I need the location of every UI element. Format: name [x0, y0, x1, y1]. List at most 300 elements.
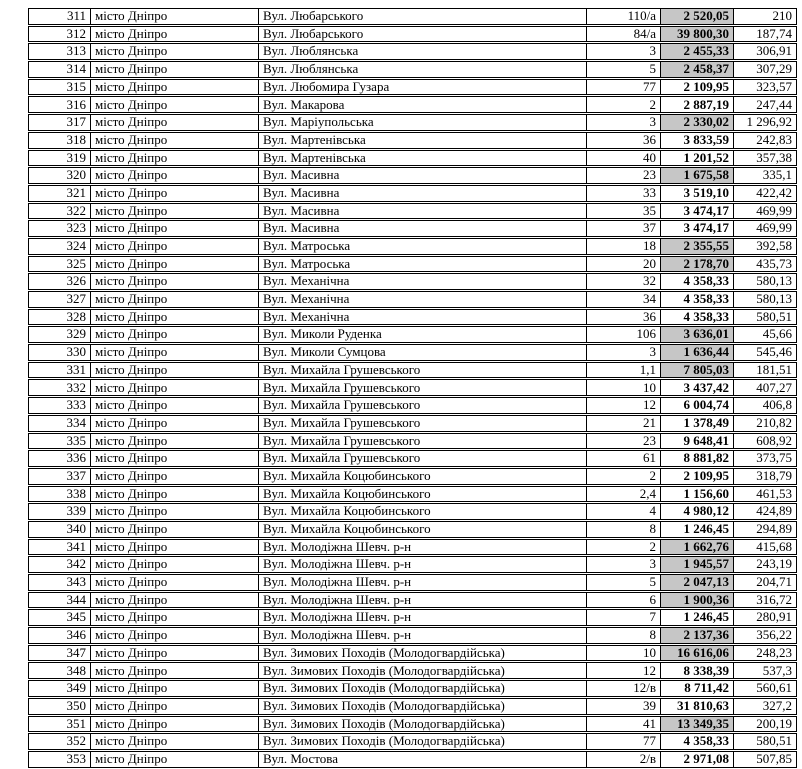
- building-number-cell: 12: [586, 397, 660, 414]
- assessed-value-cell: 6 004,74: [660, 397, 733, 414]
- table-row: [28, 556, 797, 573]
- building-number-cell: 4: [586, 503, 660, 520]
- secondary-value-cell: 422,42: [733, 185, 797, 202]
- table-row: [28, 273, 797, 290]
- city-cell: місто Дніпро: [90, 592, 258, 609]
- city-cell: місто Дніпро: [90, 79, 258, 96]
- secondary-value-cell: 247,44: [733, 96, 797, 113]
- row-number-cell: 340: [28, 521, 90, 538]
- assessed-value-cell: 2 109,95: [660, 468, 733, 485]
- row-number-cell: 321: [28, 185, 90, 202]
- assessed-value-cell: 3 636,01: [660, 326, 733, 343]
- table-row: [28, 167, 797, 184]
- assessed-value-cell: 4 358,33: [660, 309, 733, 326]
- secondary-value-cell: 392,58: [733, 238, 797, 255]
- row-number-cell: 313: [28, 43, 90, 60]
- table-row: [28, 645, 797, 662]
- row-number-cell: 316: [28, 96, 90, 113]
- city-cell: місто Дніпро: [90, 220, 258, 237]
- assessed-value-cell: 31 810,63: [660, 698, 733, 715]
- table-row: [28, 415, 797, 432]
- assessed-value-cell: 2 137,36: [660, 627, 733, 644]
- row-number-cell: 337: [28, 468, 90, 485]
- building-number-cell: 61: [586, 450, 660, 467]
- city-cell: місто Дніпро: [90, 698, 258, 715]
- building-number-cell: 8: [586, 521, 660, 538]
- city-cell: місто Дніпро: [90, 503, 258, 520]
- city-cell: місто Дніпро: [90, 450, 258, 467]
- street-cell: Вул. Масивна: [258, 167, 586, 184]
- assessed-value-cell: 1 675,58: [660, 167, 733, 184]
- secondary-value-cell: 357,38: [733, 150, 797, 167]
- table-row: [28, 609, 797, 626]
- building-number-cell: 36: [586, 309, 660, 326]
- row-number-cell: 314: [28, 61, 90, 78]
- secondary-value-cell: 181,51: [733, 362, 797, 379]
- row-number-cell: 353: [28, 751, 90, 768]
- city-cell: місто Дніпро: [90, 8, 258, 25]
- city-cell: місто Дніпро: [90, 256, 258, 273]
- street-cell: Вул. Зимових Походів (Молодогвардійська): [258, 716, 586, 733]
- table-row: [28, 114, 797, 131]
- assessed-value-cell: 4 358,33: [660, 273, 733, 290]
- row-number-cell: 348: [28, 662, 90, 679]
- city-cell: місто Дніпро: [90, 486, 258, 503]
- row-number-cell: 344: [28, 592, 90, 609]
- table-row: [28, 150, 797, 167]
- table-row: [28, 326, 797, 343]
- street-cell: Вул. Михайла Грушевського: [258, 415, 586, 432]
- table-row: [28, 238, 797, 255]
- secondary-value-cell: 243,19: [733, 556, 797, 573]
- city-cell: місто Дніпро: [90, 96, 258, 113]
- address-table: [28, 7, 797, 769]
- city-cell: місто Дніпро: [90, 751, 258, 768]
- street-cell: Вул. Масивна: [258, 185, 586, 202]
- city-cell: місто Дніпро: [90, 273, 258, 290]
- secondary-value-cell: 1 296,92: [733, 114, 797, 131]
- assessed-value-cell: 1 636,44: [660, 344, 733, 361]
- city-cell: місто Дніпро: [90, 326, 258, 343]
- street-cell: Вул. Люблянська: [258, 61, 586, 78]
- table-row: [28, 503, 797, 520]
- row-number-cell: 338: [28, 486, 90, 503]
- secondary-value-cell: 187,74: [733, 26, 797, 43]
- assessed-value-cell: 3 474,17: [660, 203, 733, 220]
- table-row: [28, 592, 797, 609]
- row-number-cell: 333: [28, 397, 90, 414]
- row-number-cell: 318: [28, 132, 90, 149]
- building-number-cell: 2/в: [586, 751, 660, 768]
- building-number-cell: 12: [586, 662, 660, 679]
- assessed-value-cell: 2 109,95: [660, 79, 733, 96]
- building-number-cell: 35: [586, 203, 660, 220]
- row-number-cell: 349: [28, 680, 90, 697]
- secondary-value-cell: 280,91: [733, 609, 797, 626]
- secondary-value-cell: 507,85: [733, 751, 797, 768]
- row-number-cell: 339: [28, 503, 90, 520]
- document-page: [28, 7, 797, 769]
- table-row: [28, 574, 797, 591]
- building-number-cell: 110/а: [586, 8, 660, 25]
- table-row: [28, 309, 797, 326]
- table-row: [28, 96, 797, 113]
- table-row: [28, 26, 797, 43]
- building-number-cell: 106: [586, 326, 660, 343]
- table-row: [28, 698, 797, 715]
- secondary-value-cell: 306,91: [733, 43, 797, 60]
- street-cell: Вул. Матроська: [258, 256, 586, 273]
- secondary-value-cell: 45,66: [733, 326, 797, 343]
- city-cell: місто Дніпро: [90, 609, 258, 626]
- street-cell: Вул. Мостова: [258, 751, 586, 768]
- building-number-cell: 6: [586, 592, 660, 609]
- street-cell: Вул. Михайла Коцюбинського: [258, 486, 586, 503]
- assessed-value-cell: 3 519,10: [660, 185, 733, 202]
- assessed-value-cell: 2 047,13: [660, 574, 733, 591]
- building-number-cell: 84/а: [586, 26, 660, 43]
- assessed-value-cell: 2 330,02: [660, 114, 733, 131]
- secondary-value-cell: 424,89: [733, 503, 797, 520]
- street-cell: Вул. Механічна: [258, 309, 586, 326]
- building-number-cell: 3: [586, 556, 660, 573]
- row-number-cell: 332: [28, 379, 90, 396]
- assessed-value-cell: 1 156,60: [660, 486, 733, 503]
- row-number-cell: 325: [28, 256, 90, 273]
- row-number-cell: 329: [28, 326, 90, 343]
- secondary-value-cell: 469,99: [733, 220, 797, 237]
- city-cell: місто Дніпро: [90, 645, 258, 662]
- row-number-cell: 326: [28, 273, 90, 290]
- row-number-cell: 328: [28, 309, 90, 326]
- secondary-value-cell: 316,72: [733, 592, 797, 609]
- street-cell: Вул. Маріупольська: [258, 114, 586, 131]
- street-cell: Вул. Молодіжна Шевч. р-н: [258, 627, 586, 644]
- table-row: [28, 61, 797, 78]
- secondary-value-cell: 435,73: [733, 256, 797, 273]
- assessed-value-cell: 2 178,70: [660, 256, 733, 273]
- table-row: [28, 43, 797, 60]
- assessed-value-cell: 2 455,33: [660, 43, 733, 60]
- assessed-value-cell: 2 887,19: [660, 96, 733, 113]
- street-cell: Вул. Механічна: [258, 273, 586, 290]
- table-row: [28, 379, 797, 396]
- building-number-cell: 37: [586, 220, 660, 237]
- row-number-cell: 350: [28, 698, 90, 715]
- secondary-value-cell: 608,92: [733, 433, 797, 450]
- table-row: [28, 716, 797, 733]
- secondary-value-cell: 406,8: [733, 397, 797, 414]
- assessed-value-cell: 2 355,55: [660, 238, 733, 255]
- street-cell: Вул. Любарського: [258, 26, 586, 43]
- secondary-value-cell: 248,23: [733, 645, 797, 662]
- street-cell: Вул. Михайла Грушевського: [258, 397, 586, 414]
- secondary-value-cell: 327,2: [733, 698, 797, 715]
- table-row: [28, 397, 797, 414]
- building-number-cell: 23: [586, 433, 660, 450]
- table-row: [28, 79, 797, 96]
- assessed-value-cell: 8 881,82: [660, 450, 733, 467]
- assessed-value-cell: 39 800,30: [660, 26, 733, 43]
- street-cell: Вул. Михайла Грушевського: [258, 379, 586, 396]
- building-number-cell: 34: [586, 291, 660, 308]
- row-number-cell: 335: [28, 433, 90, 450]
- assessed-value-cell: 4 358,33: [660, 733, 733, 750]
- street-cell: Вул. Зимових Походів (Молодогвардійська): [258, 733, 586, 750]
- secondary-value-cell: 469,99: [733, 203, 797, 220]
- assessed-value-cell: 1 900,36: [660, 592, 733, 609]
- row-number-cell: 324: [28, 238, 90, 255]
- row-number-cell: 331: [28, 362, 90, 379]
- row-number-cell: 345: [28, 609, 90, 626]
- street-cell: Вул. Михайла Коцюбинського: [258, 468, 586, 485]
- building-number-cell: 36: [586, 132, 660, 149]
- street-cell: Вул. Молодіжна Шевч. р-н: [258, 539, 586, 556]
- street-cell: Вул. Михайла Грушевського: [258, 362, 586, 379]
- building-number-cell: 8: [586, 627, 660, 644]
- street-cell: Вул. Зимових Походів (Молодогвардійська): [258, 698, 586, 715]
- assessed-value-cell: 1 945,57: [660, 556, 733, 573]
- secondary-value-cell: 580,51: [733, 309, 797, 326]
- row-number-cell: 342: [28, 556, 90, 573]
- building-number-cell: 39: [586, 698, 660, 715]
- assessed-value-cell: 8 711,42: [660, 680, 733, 697]
- table-row: [28, 8, 797, 25]
- city-cell: місто Дніпро: [90, 627, 258, 644]
- secondary-value-cell: 307,29: [733, 61, 797, 78]
- table-row: [28, 291, 797, 308]
- row-number-cell: 315: [28, 79, 90, 96]
- assessed-value-cell: 3 474,17: [660, 220, 733, 237]
- table-row: [28, 662, 797, 679]
- city-cell: місто Дніпро: [90, 397, 258, 414]
- secondary-value-cell: 560,61: [733, 680, 797, 697]
- assessed-value-cell: 1 662,76: [660, 539, 733, 556]
- city-cell: місто Дніпро: [90, 662, 258, 679]
- table-row: [28, 220, 797, 237]
- building-number-cell: 2: [586, 539, 660, 556]
- row-number-cell: 330: [28, 344, 90, 361]
- city-cell: місто Дніпро: [90, 61, 258, 78]
- street-cell: Вул. Зимових Походів (Молодогвардійська): [258, 645, 586, 662]
- building-number-cell: 40: [586, 150, 660, 167]
- city-cell: місто Дніпро: [90, 291, 258, 308]
- secondary-value-cell: 323,57: [733, 79, 797, 96]
- city-cell: місто Дніпро: [90, 167, 258, 184]
- assessed-value-cell: 9 648,41: [660, 433, 733, 450]
- table-row: [28, 486, 797, 503]
- row-number-cell: 323: [28, 220, 90, 237]
- secondary-value-cell: 373,75: [733, 450, 797, 467]
- secondary-value-cell: 545,46: [733, 344, 797, 361]
- street-cell: Вул. Молодіжна Шевч. р-н: [258, 574, 586, 591]
- table-row: [28, 521, 797, 538]
- city-cell: місто Дніпро: [90, 468, 258, 485]
- secondary-value-cell: 294,89: [733, 521, 797, 538]
- street-cell: Вул. Мартенівська: [258, 132, 586, 149]
- building-number-cell: 10: [586, 379, 660, 396]
- row-number-cell: 322: [28, 203, 90, 220]
- street-cell: Вул. Зимових Походів (Молодогвардійська): [258, 680, 586, 697]
- building-number-cell: 41: [586, 716, 660, 733]
- table-row: [28, 751, 797, 768]
- table-row: [28, 433, 797, 450]
- row-number-cell: 317: [28, 114, 90, 131]
- assessed-value-cell: 2 971,08: [660, 751, 733, 768]
- city-cell: місто Дніпро: [90, 185, 258, 202]
- building-number-cell: 21: [586, 415, 660, 432]
- row-number-cell: 346: [28, 627, 90, 644]
- assessed-value-cell: 1 246,45: [660, 609, 733, 626]
- city-cell: місто Дніпро: [90, 238, 258, 255]
- row-number-cell: 341: [28, 539, 90, 556]
- city-cell: місто Дніпро: [90, 203, 258, 220]
- city-cell: місто Дніпро: [90, 362, 258, 379]
- city-cell: місто Дніпро: [90, 379, 258, 396]
- secondary-value-cell: 580,51: [733, 733, 797, 750]
- building-number-cell: 77: [586, 733, 660, 750]
- city-cell: місто Дніпро: [90, 43, 258, 60]
- city-cell: місто Дніпро: [90, 132, 258, 149]
- building-number-cell: 23: [586, 167, 660, 184]
- row-number-cell: 327: [28, 291, 90, 308]
- table-body: [28, 8, 797, 768]
- city-cell: місто Дніпро: [90, 733, 258, 750]
- secondary-value-cell: 537,3: [733, 662, 797, 679]
- table-row: [28, 450, 797, 467]
- row-number-cell: 320: [28, 167, 90, 184]
- secondary-value-cell: 335,1: [733, 167, 797, 184]
- building-number-cell: 2: [586, 96, 660, 113]
- city-cell: місто Дніпро: [90, 539, 258, 556]
- building-number-cell: 77: [586, 79, 660, 96]
- building-number-cell: 5: [586, 574, 660, 591]
- street-cell: Вул. Молодіжна Шевч. р-н: [258, 556, 586, 573]
- table-row: [28, 185, 797, 202]
- street-cell: Вул. Миколи Руденка: [258, 326, 586, 343]
- row-number-cell: 351: [28, 716, 90, 733]
- street-cell: Вул. Михайла Коцюбинського: [258, 503, 586, 520]
- assessed-value-cell: 4 980,12: [660, 503, 733, 520]
- city-cell: місто Дніпро: [90, 521, 258, 538]
- assessed-value-cell: 4 358,33: [660, 291, 733, 308]
- assessed-value-cell: 7 805,03: [660, 362, 733, 379]
- table-row: [28, 539, 797, 556]
- secondary-value-cell: 407,27: [733, 379, 797, 396]
- street-cell: Вул. Михайла Грушевського: [258, 433, 586, 450]
- street-cell: Вул. Масивна: [258, 203, 586, 220]
- building-number-cell: 10: [586, 645, 660, 662]
- building-number-cell: 3: [586, 114, 660, 131]
- building-number-cell: 7: [586, 609, 660, 626]
- city-cell: місто Дніпро: [90, 26, 258, 43]
- row-number-cell: 311: [28, 8, 90, 25]
- secondary-value-cell: 461,53: [733, 486, 797, 503]
- street-cell: Вул. Матроська: [258, 238, 586, 255]
- secondary-value-cell: 200,19: [733, 716, 797, 733]
- table-row: [28, 362, 797, 379]
- building-number-cell: 3: [586, 344, 660, 361]
- assessed-value-cell: 13 349,35: [660, 716, 733, 733]
- building-number-cell: 5: [586, 61, 660, 78]
- assessed-value-cell: 1 246,45: [660, 521, 733, 538]
- building-number-cell: 12/в: [586, 680, 660, 697]
- assessed-value-cell: 3 833,59: [660, 132, 733, 149]
- building-number-cell: 33: [586, 185, 660, 202]
- city-cell: місто Дніпро: [90, 433, 258, 450]
- assessed-value-cell: 3 437,42: [660, 379, 733, 396]
- assessed-value-cell: 8 338,39: [660, 662, 733, 679]
- street-cell: Вул. Любарського: [258, 8, 586, 25]
- secondary-value-cell: 210: [733, 8, 797, 25]
- street-cell: Вул. Механічна: [258, 291, 586, 308]
- street-cell: Вул. Мартенівська: [258, 150, 586, 167]
- table-row: [28, 344, 797, 361]
- secondary-value-cell: 210,82: [733, 415, 797, 432]
- street-cell: Вул. Зимових Походів (Молодогвардійська): [258, 662, 586, 679]
- table-row: [28, 733, 797, 750]
- city-cell: місто Дніпро: [90, 415, 258, 432]
- building-number-cell: 32: [586, 273, 660, 290]
- secondary-value-cell: 242,83: [733, 132, 797, 149]
- row-number-cell: 312: [28, 26, 90, 43]
- city-cell: місто Дніпро: [90, 344, 258, 361]
- table-row: [28, 256, 797, 273]
- city-cell: місто Дніпро: [90, 574, 258, 591]
- row-number-cell: 343: [28, 574, 90, 591]
- row-number-cell: 319: [28, 150, 90, 167]
- secondary-value-cell: 318,79: [733, 468, 797, 485]
- street-cell: Вул. Масивна: [258, 220, 586, 237]
- building-number-cell: 3: [586, 43, 660, 60]
- city-cell: місто Дніпро: [90, 309, 258, 326]
- secondary-value-cell: 580,13: [733, 291, 797, 308]
- building-number-cell: 2: [586, 468, 660, 485]
- building-number-cell: 18: [586, 238, 660, 255]
- city-cell: місто Дніпро: [90, 556, 258, 573]
- building-number-cell: 1,1: [586, 362, 660, 379]
- secondary-value-cell: 580,13: [733, 273, 797, 290]
- building-number-cell: 2,4: [586, 486, 660, 503]
- building-number-cell: 20: [586, 256, 660, 273]
- secondary-value-cell: 356,22: [733, 627, 797, 644]
- secondary-value-cell: 204,71: [733, 574, 797, 591]
- street-cell: Вул. Макарова: [258, 96, 586, 113]
- city-cell: місто Дніпро: [90, 680, 258, 697]
- street-cell: Вул. Миколи Сумцова: [258, 344, 586, 361]
- street-cell: Вул. Михайла Коцюбинського: [258, 521, 586, 538]
- table-row: [28, 627, 797, 644]
- table-row: [28, 132, 797, 149]
- street-cell: Вул. Люблянська: [258, 43, 586, 60]
- assessed-value-cell: 2 458,37: [660, 61, 733, 78]
- assessed-value-cell: 1 201,52: [660, 150, 733, 167]
- assessed-value-cell: 1 378,49: [660, 415, 733, 432]
- secondary-value-cell: 415,68: [733, 539, 797, 556]
- street-cell: Вул. Любомира Гузара: [258, 79, 586, 96]
- row-number-cell: 334: [28, 415, 90, 432]
- city-cell: місто Дніпро: [90, 716, 258, 733]
- table-row: [28, 680, 797, 697]
- street-cell: Вул. Молодіжна Шевч. р-н: [258, 592, 586, 609]
- city-cell: місто Дніпро: [90, 114, 258, 131]
- street-cell: Вул. Молодіжна Шевч. р-н: [258, 609, 586, 626]
- table-row: [28, 203, 797, 220]
- row-number-cell: 347: [28, 645, 90, 662]
- assessed-value-cell: 16 616,06: [660, 645, 733, 662]
- table-row: [28, 468, 797, 485]
- row-number-cell: 336: [28, 450, 90, 467]
